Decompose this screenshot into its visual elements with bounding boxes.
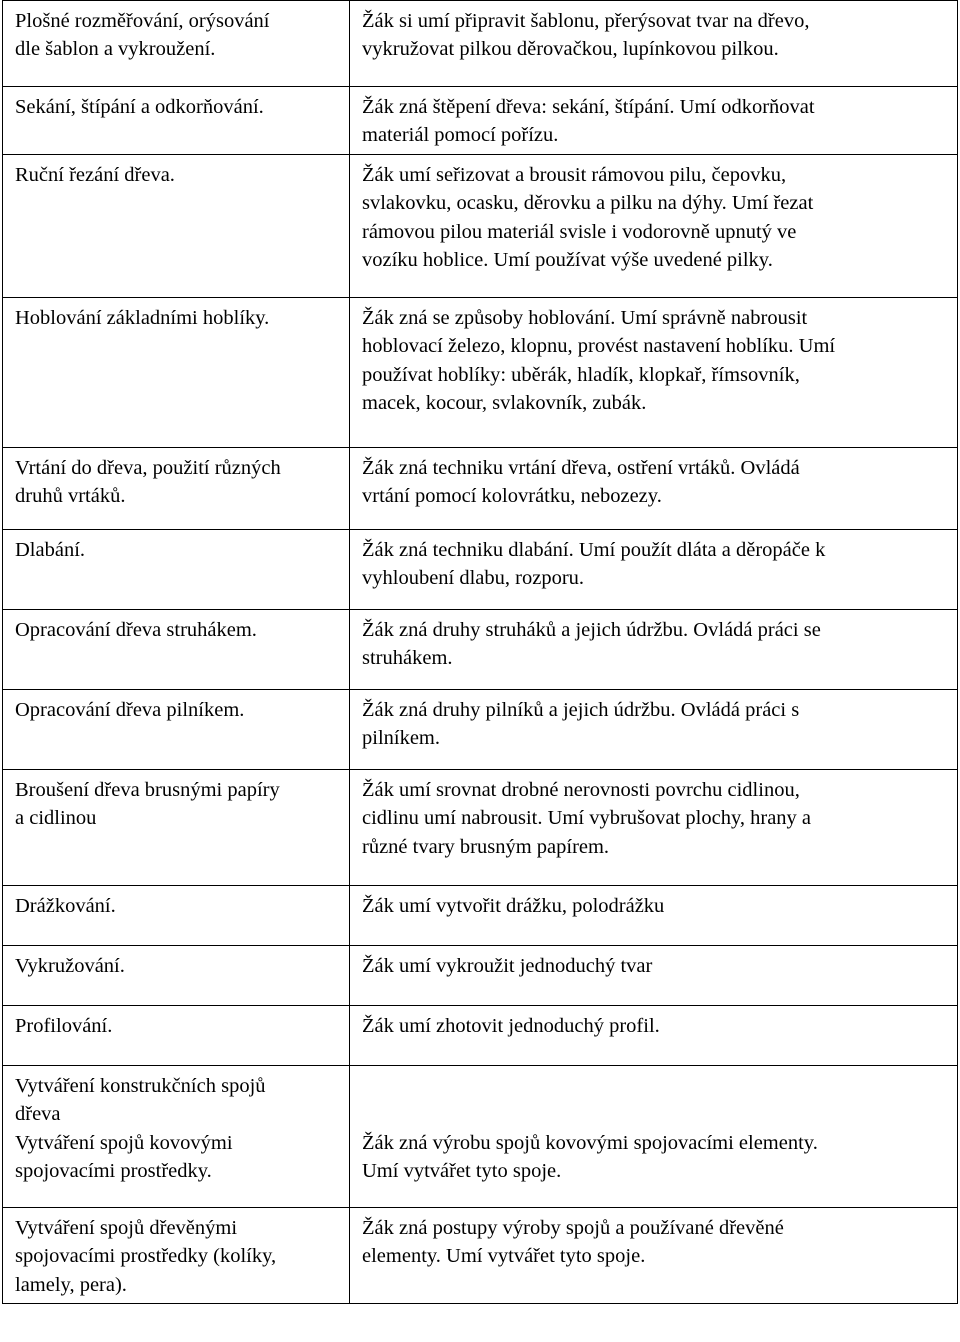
- table-row: [3, 297, 958, 447]
- description-line: Žák zná druhy pilníků a jejich údržbu. Ovládá práci s: [362, 698, 800, 721]
- description-cell: [350, 297, 958, 447]
- description-cell: [350, 529, 958, 609]
- topic-cell: [3, 1207, 350, 1303]
- table-row: [3, 1065, 958, 1207]
- topic-line: Plošné rozměřování, orýsování: [15, 10, 270, 32]
- topic-line: a cidlinou: [15, 807, 97, 830]
- topic-line: dřeva: [15, 1103, 61, 1126]
- description-line: Žák zná výrobu spojů kovovými spojovacími elementy.: [362, 1131, 818, 1154]
- table-row: [3, 529, 958, 609]
- topic-cell: [3, 609, 350, 689]
- table-row: [3, 945, 958, 1005]
- table-row: [3, 609, 958, 689]
- description-line: Žák zná techniku dlabání. Umí použít dláta a děropáče k: [362, 538, 826, 561]
- description-line: Žák zná se způsoby hoblování. Umí správně nabrousit: [362, 306, 808, 329]
- description-line: Žák zná postupy výroby spojů a používané dřevěné: [362, 1216, 784, 1239]
- description-line: Žák umí vykroužit jednoduchý tvar: [362, 954, 653, 977]
- topic-line: dle šablon a vykroužení.: [15, 38, 216, 61]
- description-line: vozíku hoblice. Umí používat výše uvedené pilky.: [362, 249, 773, 272]
- topic-line: Opracování dřeva pilníkem.: [15, 698, 245, 721]
- topic-line: spojovacími prostředky.: [15, 1160, 212, 1183]
- topic-line: Opracování dřeva struhákem.: [15, 618, 257, 641]
- topic-line: Ruční řezání dřeva.: [15, 163, 175, 186]
- topic-line: Drážkování.: [15, 894, 116, 917]
- topic-line: spojovacími prostředky (kolíky,: [15, 1245, 277, 1268]
- topic-line: Vytváření konstrukčních spojů: [15, 1074, 266, 1097]
- table-row: [3, 689, 958, 769]
- description-line: struhákem.: [362, 647, 453, 670]
- description-cell: [350, 609, 958, 689]
- topic-cell: [3, 1005, 350, 1065]
- topic-cell: [3, 87, 350, 155]
- topic-cell: [3, 154, 350, 297]
- description-line: Umí vytvářet tyto spoje.: [362, 1160, 562, 1183]
- description-cell: [350, 154, 958, 297]
- table-row: [3, 885, 958, 945]
- description-cell: [350, 945, 958, 1005]
- description-cell: [350, 885, 958, 945]
- description-line: [362, 1100, 945, 1128]
- topic-line: Profilování.: [15, 1014, 113, 1037]
- description-cell: [350, 689, 958, 769]
- table-row: [3, 1207, 958, 1303]
- topic-line: Hoblování základními hoblíky.: [15, 306, 270, 329]
- description-line: rámovou pilou materiál svisle i vodorovně upnutý ve: [362, 220, 797, 243]
- description-line: vykružovat pilkou děrovačkou, lupínkovou pilkou.: [362, 38, 779, 61]
- topic-line: Vrtání do dřeva, použití různých: [15, 456, 281, 479]
- description-cell: [350, 1005, 958, 1065]
- description-line: vrtání pomocí kolovrátku, nebozezy.: [362, 485, 662, 508]
- topic-cell: [3, 945, 350, 1005]
- topic-line: druhů vrtáků.: [15, 485, 126, 508]
- description-cell: [350, 1207, 958, 1303]
- topic-line: Broušení dřeva brusnými papíry: [15, 778, 280, 801]
- topic-cell: [3, 529, 350, 609]
- topic-cell: [3, 447, 350, 529]
- description-line: [362, 1072, 945, 1100]
- topic-cell: [3, 297, 350, 447]
- description-line: macek, kocour, svlakovník, zubák.: [362, 392, 647, 415]
- topic-cell: [3, 885, 350, 945]
- topic-line: Vykružování.: [15, 954, 125, 977]
- description-line: Žák zná štěpení dřeva: sekání, štípání. Umí odkorňovat: [362, 96, 815, 118]
- topic-line: Vytváření spojů dřevěnými: [15, 1216, 238, 1239]
- description-line: svlakovku, ocasku, děrovku a pilku na dýhy. Umí řezat: [362, 192, 814, 215]
- description-line: hoblovací železo, klopnu, provést nastavení hoblíku. Umí: [362, 335, 836, 358]
- description-line: Žák umí zhotovit jednoduchý profil.: [362, 1014, 660, 1037]
- table-row: [3, 769, 958, 885]
- topic-cell: [3, 1065, 350, 1207]
- description-cell: [350, 1065, 958, 1207]
- description-line: Žák umí vytvořit drážku, polodrážku: [362, 894, 665, 917]
- topic-cell: [3, 1, 350, 87]
- description-line: Žák zná druhy struháků a jejich údržbu. Ovládá práci se: [362, 618, 821, 641]
- table-row: [3, 154, 958, 297]
- topic-line: Vytváření spojů kovovými: [15, 1131, 233, 1154]
- table-row: [3, 1005, 958, 1065]
- description-cell: [350, 87, 958, 155]
- table-row: [3, 447, 958, 529]
- description-line: Žák si umí připravit šablonu, přerýsovat tvar na dřevo,: [362, 10, 810, 32]
- description-line: elementy. Umí vytvářet tyto spoje.: [362, 1245, 646, 1268]
- description-cell: [350, 769, 958, 885]
- table-row: [3, 1, 958, 87]
- topic-line: lamely, pera).: [15, 1273, 127, 1296]
- topic-line: Dlabání.: [15, 538, 86, 561]
- description-line: vyhloubení dlabu, rozporu.: [362, 567, 585, 590]
- table-row: [3, 87, 958, 155]
- curriculum-table-body: [3, 1, 958, 1304]
- description-line: Žák umí srovnat drobné nerovnosti povrchu cidlinou,: [362, 778, 800, 801]
- description-line: materiál pomocí pořízu.: [362, 124, 559, 147]
- topic-cell: [3, 689, 350, 769]
- description-line: Žák umí seřizovat a brousit rámovou pilu, čepovku,: [362, 163, 787, 186]
- description-line: Žák zná techniku vrtání dřeva, ostření vrtáků. Ovládá: [362, 456, 800, 479]
- description-line: různé tvary brusným papírem.: [362, 835, 610, 858]
- topic-cell: [3, 769, 350, 885]
- description-cell: [350, 1, 958, 87]
- description-line: používat hoblíky: uběrák, hladík, klopkař, římsovník,: [362, 363, 800, 386]
- topic-line: Sekání, štípání a odkorňování.: [15, 96, 264, 118]
- description-cell: [350, 447, 958, 529]
- description-line: cidlinu umí nabrousit. Umí vybrušovat plochy, hrany a: [362, 807, 812, 830]
- curriculum-table: [2, 0, 958, 1304]
- description-line: pilníkem.: [362, 727, 441, 750]
